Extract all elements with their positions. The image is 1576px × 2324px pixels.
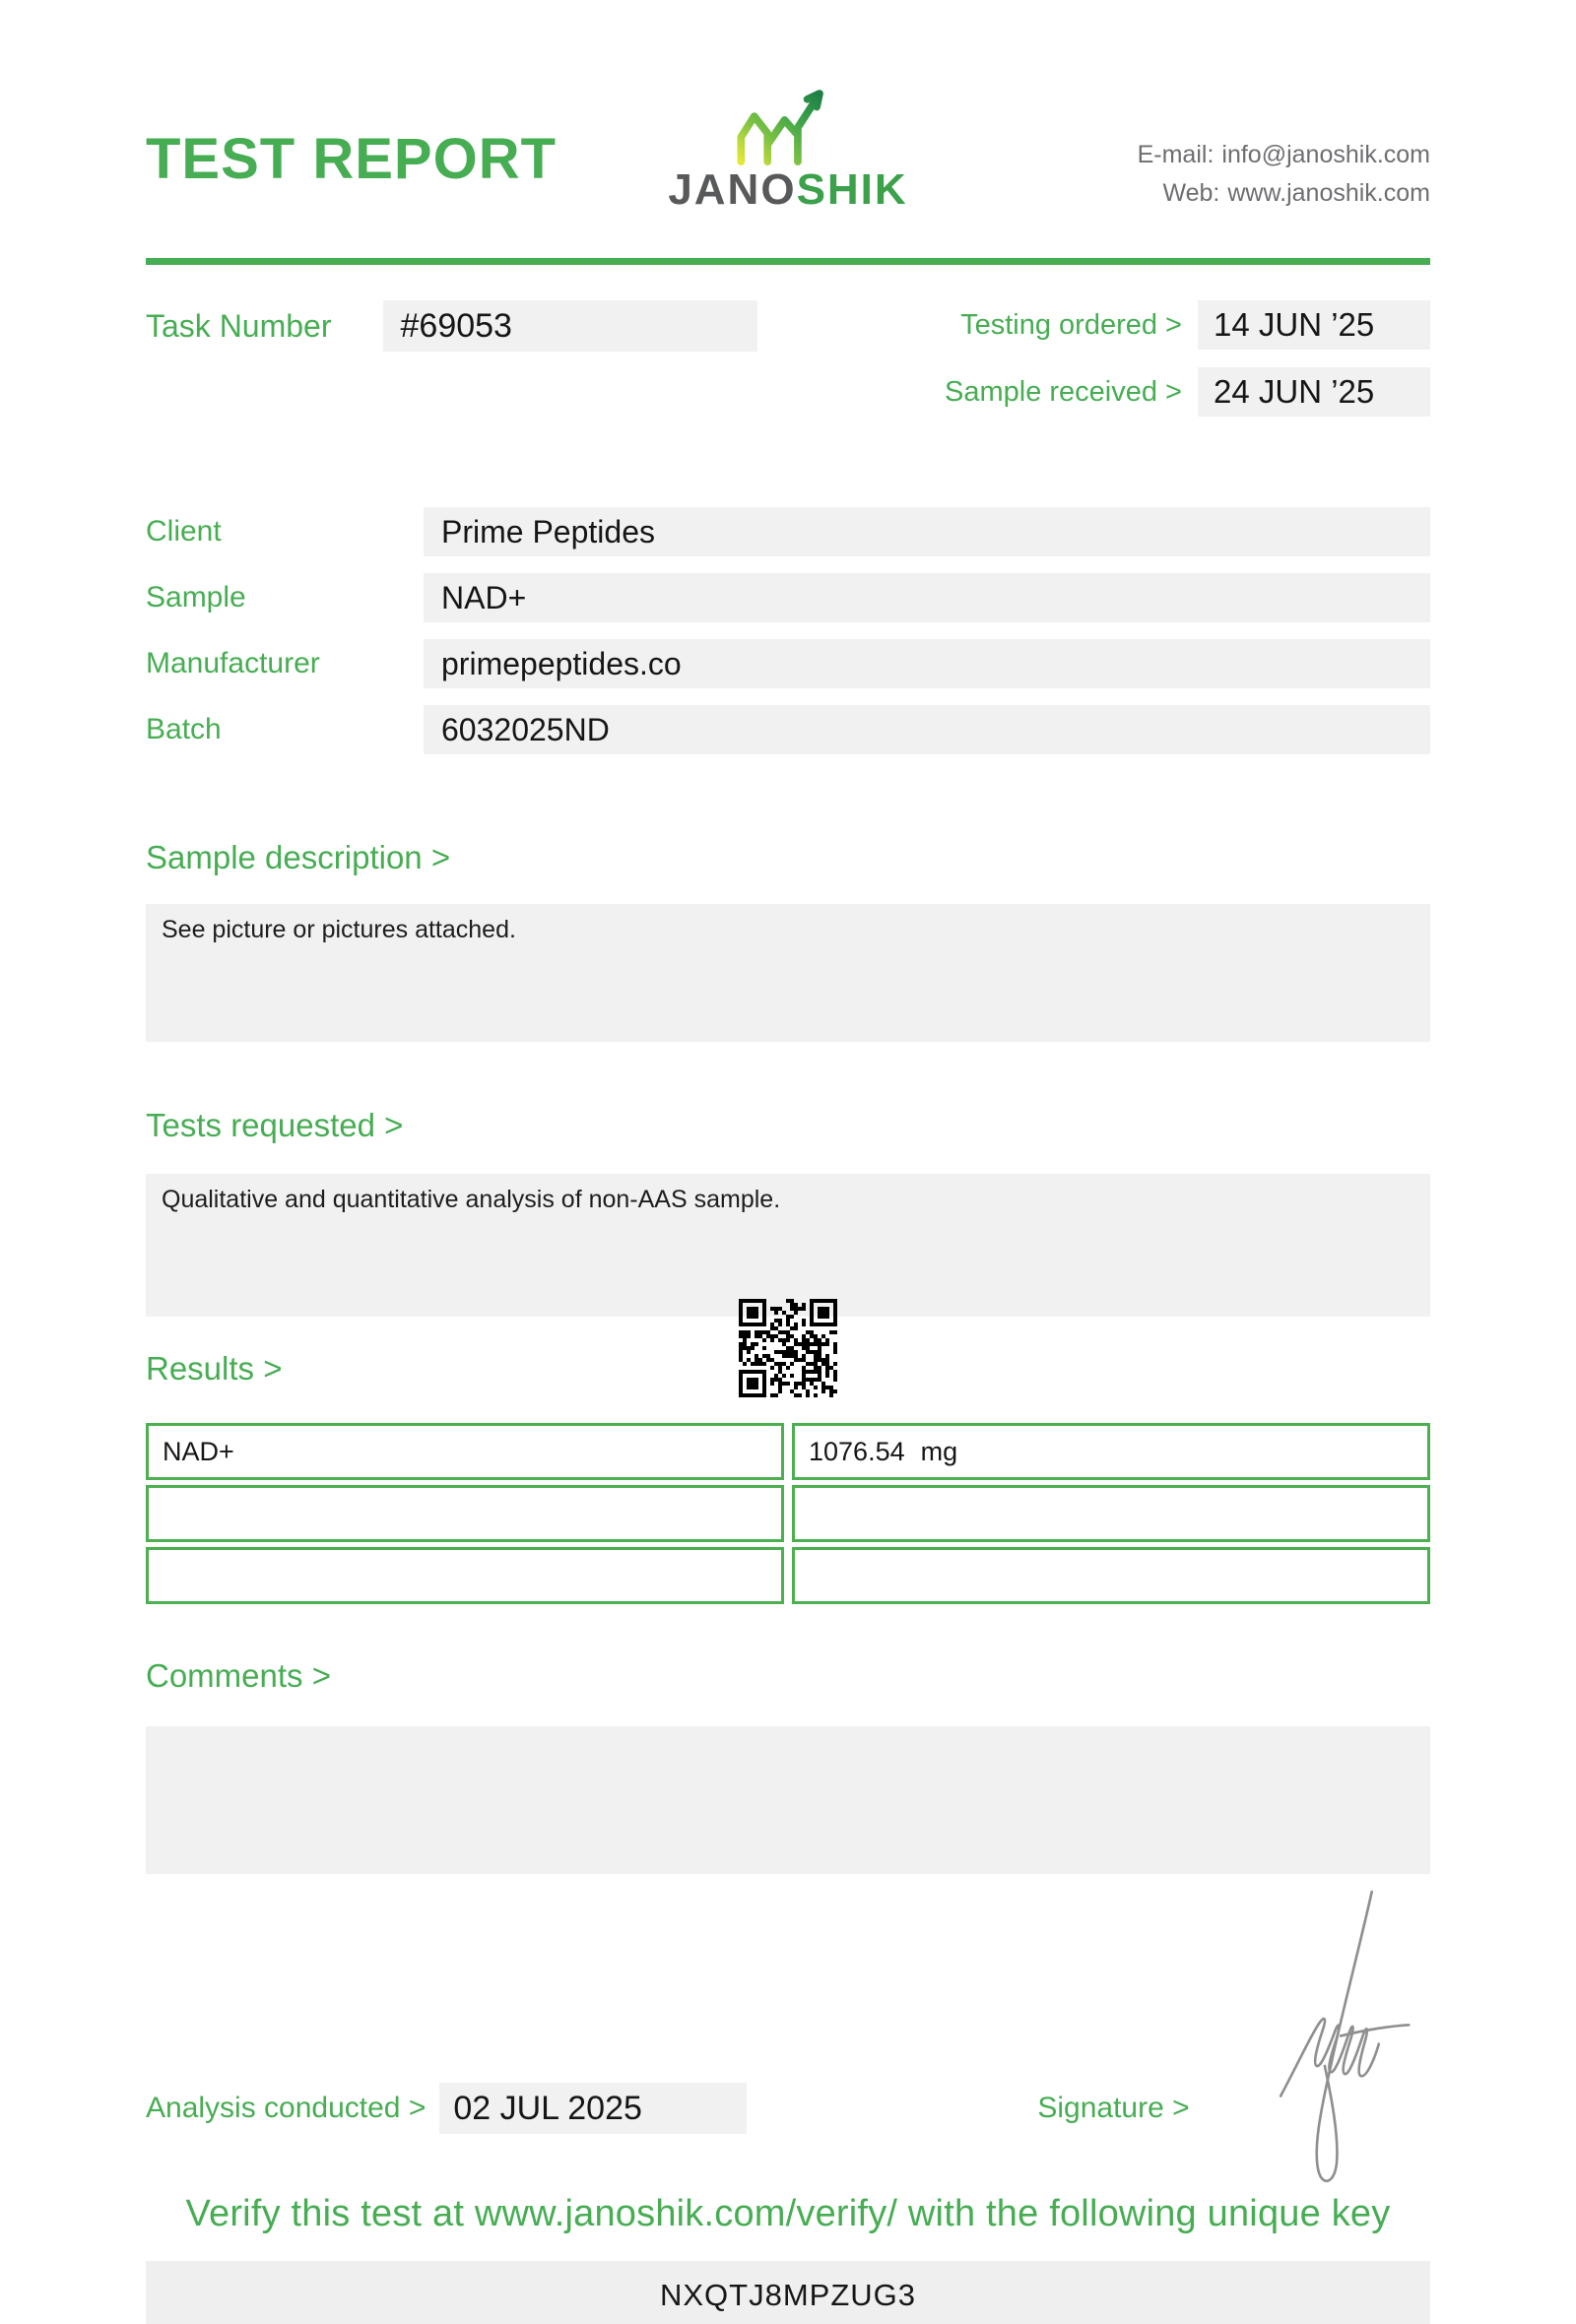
logo-wordmark bbox=[668, 165, 907, 215]
task-number-value: #69053 bbox=[383, 300, 757, 352]
result-amount: 1076.54 bbox=[809, 1436, 905, 1466]
result-unit: mg bbox=[920, 1436, 958, 1466]
client-label: Client bbox=[146, 515, 222, 548]
contact-web bbox=[1138, 174, 1430, 213]
email-value: info@janoshik.com bbox=[1221, 141, 1430, 168]
result-substance-cell: NAD+ bbox=[146, 1423, 784, 1480]
signature-label: Signature > bbox=[1037, 2092, 1190, 2124]
janoshik-logo bbox=[668, 71, 907, 215]
result-amount-cell bbox=[792, 1423, 1430, 1480]
task-number-label: Task Number bbox=[146, 307, 332, 344]
header-divider bbox=[146, 258, 1430, 265]
sample-description-box bbox=[146, 904, 1430, 1042]
sample-value: NAD+ bbox=[424, 573, 1430, 622]
result-amount-cell bbox=[792, 1485, 1430, 1542]
logo-word-green: SHIK bbox=[796, 165, 908, 214]
batch-label: Batch bbox=[146, 713, 222, 745]
tests-requested-heading: Tests requested > bbox=[146, 1107, 404, 1143]
sample-info-section bbox=[146, 507, 1430, 754]
testing-ordered-label: Testing ordered > bbox=[960, 308, 1182, 341]
contact-info bbox=[1138, 136, 1430, 213]
info-row-manufacturer bbox=[146, 639, 1430, 688]
info-row-sample bbox=[146, 573, 1430, 622]
analysis-signature-row bbox=[146, 2083, 1430, 2134]
tests-requested-box bbox=[146, 1174, 1430, 1317]
handwritten-signature bbox=[1274, 1888, 1446, 2188]
task-meta-section bbox=[146, 300, 1430, 417]
qr-code-icon bbox=[739, 1299, 837, 1397]
results-section bbox=[146, 1350, 1430, 1604]
table-row bbox=[146, 1547, 1430, 1604]
analysis-conducted-label: Analysis conducted > bbox=[146, 2092, 427, 2124]
results-heading: Results > bbox=[146, 1350, 283, 1387]
email-label: E-mail: bbox=[1137, 141, 1215, 168]
info-row-client bbox=[146, 507, 1430, 556]
dates-block bbox=[945, 300, 1430, 417]
client-value: Prime Peptides bbox=[424, 507, 1430, 556]
web-label: Web: bbox=[1162, 179, 1220, 207]
task-number-row bbox=[146, 300, 757, 352]
testing-ordered-row bbox=[945, 300, 1430, 350]
sample-received-label: Sample received > bbox=[945, 375, 1182, 408]
page-title: TEST REPORT bbox=[146, 127, 558, 191]
verify-key-value: NXQTJ8MPZUG3 bbox=[146, 2261, 1430, 2324]
sample-description-heading: Sample description > bbox=[146, 839, 451, 875]
testing-ordered-value: 14 JUN ’25 bbox=[1198, 300, 1430, 350]
report-header bbox=[146, 77, 1430, 225]
info-row-batch bbox=[146, 705, 1430, 754]
result-substance-cell bbox=[146, 1547, 784, 1604]
manufacturer-value: primepeptides.co bbox=[424, 639, 1430, 688]
analysis-date-value: 02 JUL 2025 bbox=[439, 2083, 747, 2134]
logo-word-dark: JANO bbox=[668, 165, 797, 214]
table-row bbox=[146, 1423, 1430, 1480]
verify-instruction: Verify this test at www.janoshik.com/verify/ with the following unique key bbox=[185, 2193, 1391, 2234]
results-table bbox=[146, 1423, 1430, 1604]
tests-requested-text: Qualitative and quantitative analysis of non-AAS sample. bbox=[162, 1186, 781, 1213]
result-substance-cell bbox=[146, 1485, 784, 1542]
web-value: www.janoshik.com bbox=[1227, 179, 1430, 207]
comments-heading: Comments > bbox=[146, 1657, 331, 1694]
chart-arrow-logo-icon bbox=[730, 71, 846, 165]
batch-value: 6032025ND bbox=[424, 705, 1430, 754]
table-row bbox=[146, 1485, 1430, 1542]
sample-description-text: See picture or pictures attached. bbox=[162, 916, 516, 943]
sample-label: Sample bbox=[146, 581, 246, 613]
contact-email bbox=[1138, 136, 1430, 174]
comments-box bbox=[146, 1726, 1430, 1874]
result-amount-cell bbox=[792, 1547, 1430, 1604]
sample-received-value: 24 JUN ’25 bbox=[1198, 367, 1430, 417]
sample-received-row bbox=[945, 367, 1430, 417]
comments-text bbox=[146, 1726, 1430, 1750]
manufacturer-label: Manufacturer bbox=[146, 647, 320, 679]
